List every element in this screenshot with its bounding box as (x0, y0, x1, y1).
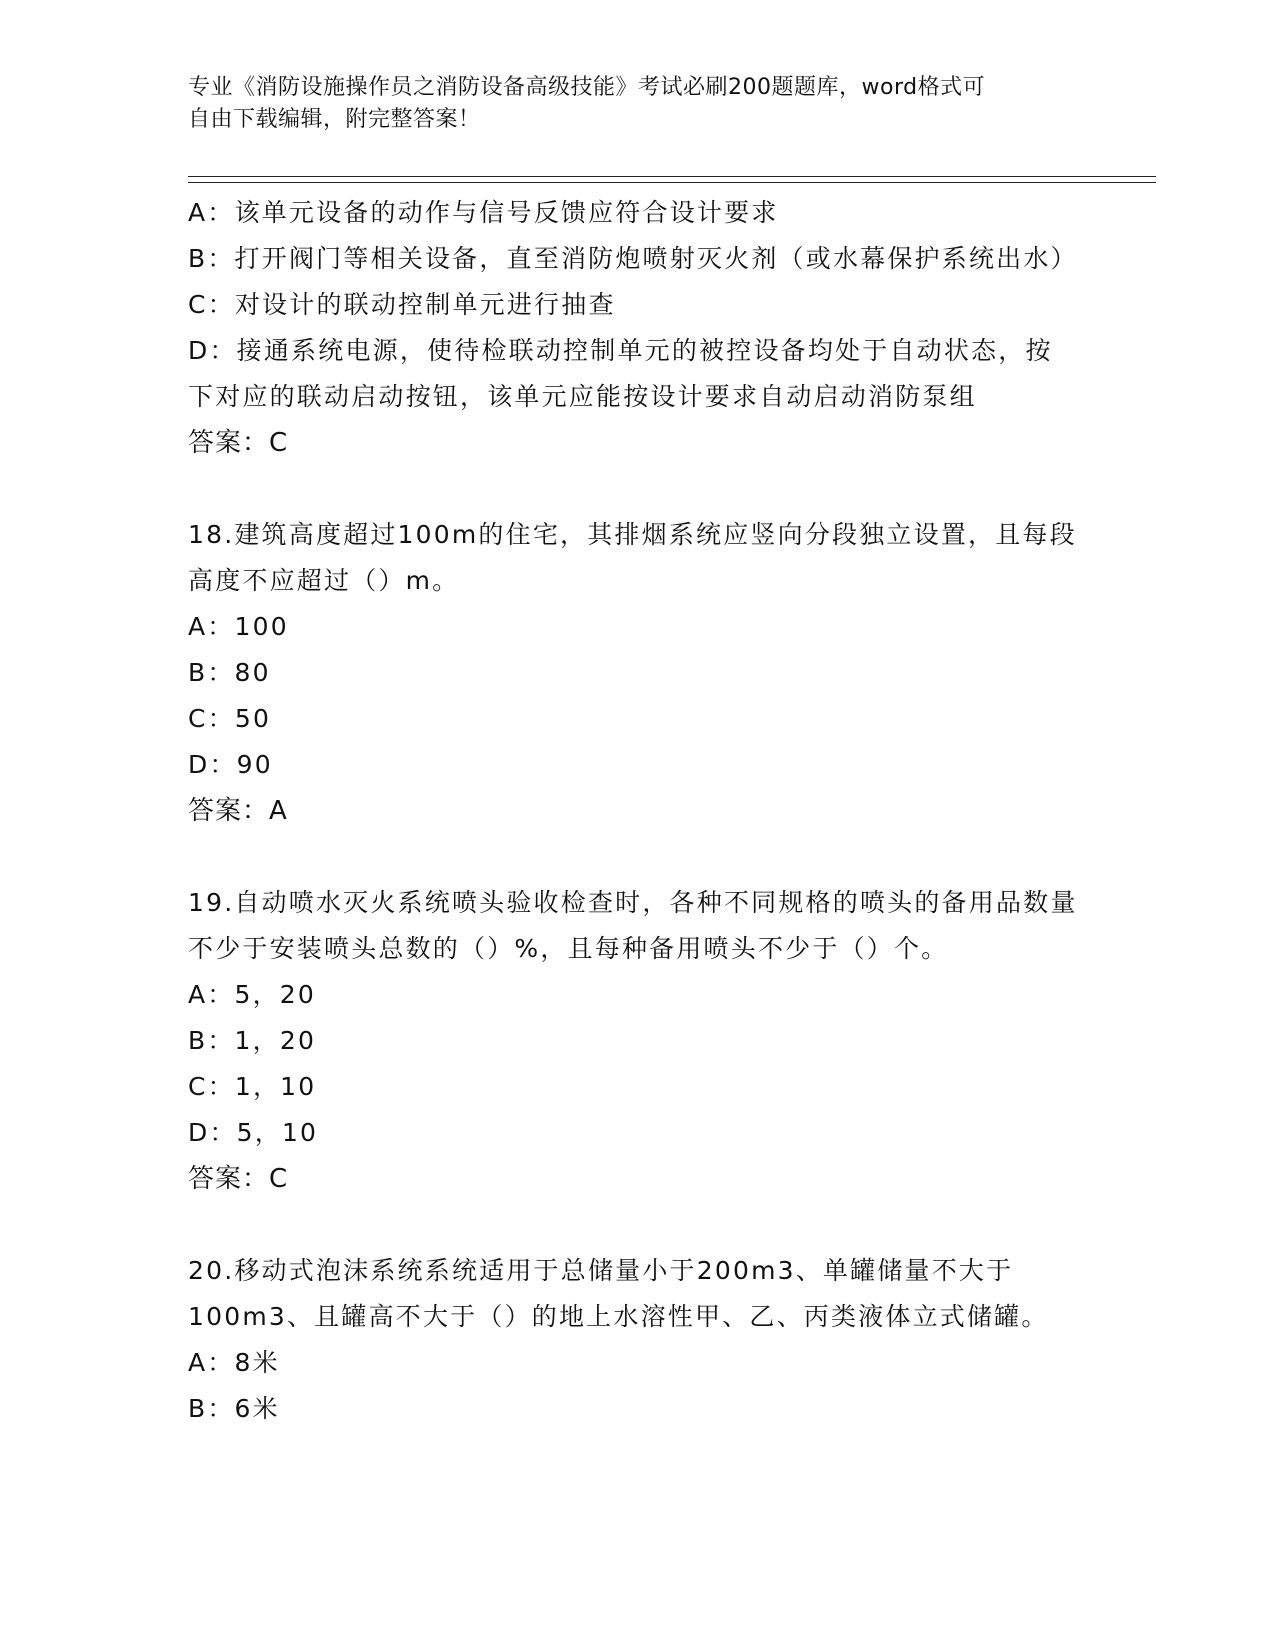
q18-option-b: B：80 (188, 658, 271, 687)
q18-stem: 18.建筑高度超过100m的住宅，其排烟系统应竖向分段独立设置，且每段高度不应超过（）m。 (188, 520, 1077, 595)
q20-stem: 20.移动式泡沫系统系统适用于总储量小于200m3、单罐储量不大于100m3、且罐高不大于（）的地上水溶性甲、乙、丙类液体立式储罐。 (188, 1256, 1049, 1331)
header-line-2: 自由下载编辑，附完整答案！ (188, 107, 481, 132)
q18-option-d: D：90 (188, 750, 273, 779)
spacer (188, 834, 1078, 880)
q18-option-a: A：100 (188, 612, 289, 641)
q19-option-b: B：1，20 (188, 1026, 317, 1055)
header-divider-top (188, 176, 1156, 177)
question-list (188, 190, 1078, 1432)
q20-option-a: A：8米 (188, 1348, 280, 1377)
q17-option-c: C：对设计的联动控制单元进行抽查 (188, 290, 616, 319)
q17-option-b: B：打开阀门等相关设备，直至消防炮喷射灭火剂（或水幕保护系统出水） (188, 244, 1078, 273)
q19-answer: 答案：C (188, 1164, 289, 1194)
q17-option-a: A：该单元设备的动作与信号反馈应符合设计要求 (188, 198, 779, 227)
q18-answer: 答案：A (188, 796, 288, 826)
q19-option-c: C：1，10 (188, 1072, 317, 1101)
header-line-1: 专业《消防设施操作员之消防设备高级技能》考试必刷200题题库，word格式可 (188, 75, 986, 100)
q18-option-c: C：50 (188, 704, 272, 733)
q19-option-a: A：5，20 (188, 980, 317, 1009)
q17-answer: 答案：C (188, 428, 289, 458)
header-divider-bottom (188, 182, 1156, 183)
spacer (188, 1202, 1078, 1248)
document-header (188, 72, 1088, 136)
question-18 (188, 512, 1078, 834)
q17-option-d: D：接通系统电源，使待检联动控制单元的被控设备均处于自动状态，按下对应的联动启动按钮，该单元应能按设计要求自动启动消防泵组 (188, 336, 1053, 411)
spacer (188, 466, 1078, 512)
question-19 (188, 880, 1078, 1202)
q19-stem: 19.自动喷水灭火系统喷头验收检查时，各种不同规格的喷头的备用品数量不少于安装喷头总数的（）%，且每种备用喷头不少于（）个。 (188, 888, 1078, 963)
q19-option-d: D：5，10 (188, 1118, 319, 1147)
question-20 (188, 1248, 1078, 1432)
question-17-options (188, 190, 1078, 466)
q20-option-b: B：6米 (188, 1394, 280, 1423)
